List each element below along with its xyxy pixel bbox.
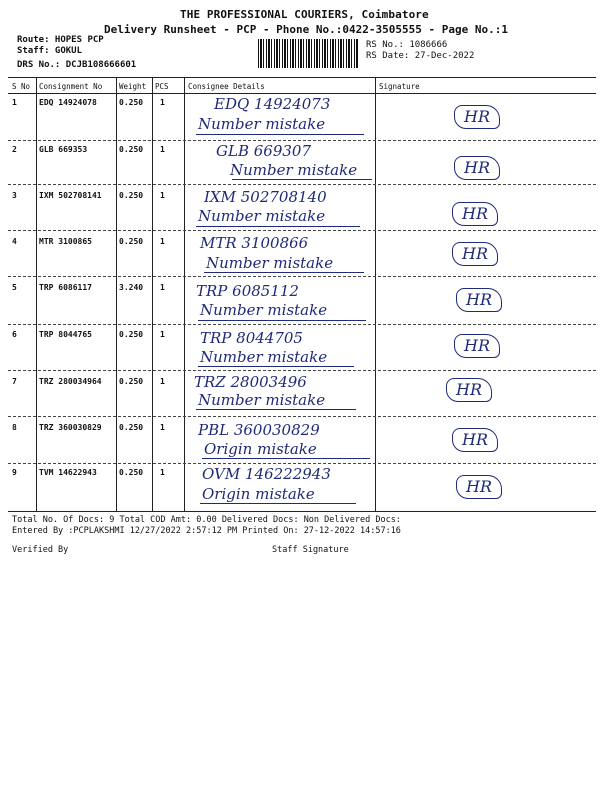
- row-pcs: 1: [160, 283, 165, 292]
- signature-mark: HR: [454, 156, 500, 180]
- totals-summary: Total No. Of Docs: 9 Total COD Amt: 0.00 Delivered Docs: Non Delivered Docs:: [12, 515, 401, 525]
- column-divider: [36, 77, 37, 511]
- column-header-consignment: Consignment No: [39, 82, 103, 91]
- rs-date: RS Date: 27-Dec-2022: [366, 51, 475, 61]
- row-consignment: TRP 6086117: [39, 283, 92, 292]
- row-consignment: IXM 502708141: [39, 191, 102, 200]
- handwritten-underline: [198, 366, 354, 367]
- handwritten-underline: [196, 134, 364, 135]
- row-divider: [8, 140, 596, 141]
- staff-label: Staff: GOKUL: [17, 46, 83, 56]
- row-weight: 0.250: [119, 468, 144, 477]
- row-divider: [8, 276, 596, 277]
- handwritten-underline: [204, 272, 364, 273]
- row-divider: [8, 416, 596, 417]
- verified-by-label: Verified By: [12, 545, 69, 555]
- row-weight: 3.240: [119, 283, 144, 292]
- handwritten-remark: Number mistake: [200, 301, 328, 319]
- row-divider: [8, 184, 596, 185]
- column-divider: [184, 77, 185, 511]
- drs-number: DRS No.: DCJB108666601: [17, 60, 137, 70]
- column-header-weight: Weight: [119, 82, 147, 91]
- company-title: THE PROFESSIONAL COURIERS, Coimbatore: [180, 8, 429, 21]
- handwritten-consignment: EDQ 14924073: [214, 95, 331, 113]
- handwritten-remark: Number mistake: [206, 254, 334, 272]
- row-pcs: 1: [160, 191, 165, 200]
- row-pcs: 1: [160, 468, 165, 477]
- signature-mark: HR: [456, 475, 502, 499]
- handwritten-consignment: GLB 669307: [216, 142, 311, 160]
- handwritten-remark: Number mistake: [200, 348, 328, 366]
- handwritten-remark: Number mistake: [198, 207, 326, 225]
- row-sno: 9: [12, 468, 17, 477]
- handwritten-underline: [196, 226, 360, 227]
- row-weight: 0.250: [119, 98, 144, 107]
- handwritten-consignment: PBL 360030829: [198, 421, 320, 439]
- row-sno: 3: [12, 191, 17, 200]
- row-divider: [8, 463, 596, 464]
- row-sno: 8: [12, 423, 17, 432]
- handwritten-underline: [202, 458, 370, 459]
- table-top-rule: [8, 77, 596, 78]
- row-sno: 2: [12, 145, 17, 154]
- table-bottom-rule: [8, 511, 596, 512]
- staff-signature-label: Staff Signature: [272, 545, 349, 555]
- row-sno: 5: [12, 283, 17, 292]
- column-header-signature: Signature: [379, 82, 420, 91]
- row-divider: [8, 324, 596, 325]
- handwritten-underline: [232, 179, 372, 180]
- column-header-pcs: PCS: [155, 82, 169, 91]
- route-label: Route: HOPES PCP: [17, 35, 104, 45]
- column-divider: [152, 77, 153, 511]
- row-sno: 1: [12, 98, 17, 107]
- signature-mark: HR: [456, 288, 502, 312]
- row-pcs: 1: [160, 237, 165, 246]
- row-weight: 0.250: [119, 330, 144, 339]
- table-header-rule: [8, 93, 596, 94]
- row-divider: [8, 370, 596, 371]
- column-divider: [116, 77, 117, 511]
- handwritten-consignment: TRZ 28003496: [194, 373, 307, 391]
- handwritten-consignment: TRP 6085112: [196, 282, 299, 300]
- handwritten-underline: [198, 320, 366, 321]
- signature-mark: HR: [454, 105, 500, 129]
- signature-mark: HR: [452, 428, 498, 452]
- row-weight: 0.250: [119, 423, 144, 432]
- row-weight: 0.250: [119, 377, 144, 386]
- barcode-image: [258, 39, 358, 68]
- signature-mark: HR: [446, 378, 492, 402]
- handwritten-consignment: OVM 146222943: [202, 465, 331, 483]
- row-weight: 0.250: [119, 145, 144, 154]
- handwritten-underline: [200, 503, 356, 504]
- handwritten-consignment: TRP 8044705: [200, 329, 303, 347]
- handwritten-consignment: MTR 3100866: [200, 234, 309, 252]
- row-pcs: 1: [160, 423, 165, 432]
- column-header-sno: S No: [12, 82, 31, 91]
- row-divider: [8, 230, 596, 231]
- signature-mark: HR: [452, 242, 498, 266]
- row-pcs: 1: [160, 377, 165, 386]
- entered-by-info: Entered By :PCPLAKSHMI 12/27/2022 2:57:12 PM Printed On: 27-12-2022 14:57:16: [12, 526, 401, 536]
- row-pcs: 1: [160, 330, 165, 339]
- signature-mark: HR: [452, 202, 498, 226]
- row-sno: 7: [12, 377, 17, 386]
- row-weight: 0.250: [119, 237, 144, 246]
- row-sno: 6: [12, 330, 17, 339]
- rs-number: RS No.: 1086666: [366, 40, 448, 50]
- row-pcs: 1: [160, 98, 165, 107]
- signature-mark: HR: [454, 334, 500, 358]
- row-pcs: 1: [160, 145, 165, 154]
- handwritten-remark: Origin mistake: [202, 485, 315, 503]
- handwritten-remark: Origin mistake: [204, 440, 317, 458]
- row-consignment: TVM 14622943: [39, 468, 97, 477]
- row-weight: 0.250: [119, 191, 144, 200]
- row-consignment: TRP 8044765: [39, 330, 92, 339]
- handwritten-remark: Number mistake: [198, 115, 326, 133]
- handwritten-remark: Number mistake: [198, 391, 326, 409]
- row-consignment: MTR 3100865: [39, 237, 92, 246]
- handwritten-consignment: IXM 502708140: [204, 188, 327, 206]
- row-consignment: TRZ 280034964: [39, 377, 102, 386]
- column-header-consignee: Consignee Details: [188, 82, 265, 91]
- row-consignment: TRZ 360030829: [39, 423, 102, 432]
- row-consignment: EDQ 14924078: [39, 98, 97, 107]
- column-divider: [375, 77, 376, 511]
- handwritten-remark: Number mistake: [230, 161, 358, 179]
- runsheet-subtitle: Delivery Runsheet - PCP - Phone No.:0422-3505555 - Page No.:1: [104, 23, 508, 36]
- row-consignment: GLB 669353: [39, 145, 88, 154]
- row-sno: 4: [12, 237, 17, 246]
- handwritten-underline: [196, 409, 356, 410]
